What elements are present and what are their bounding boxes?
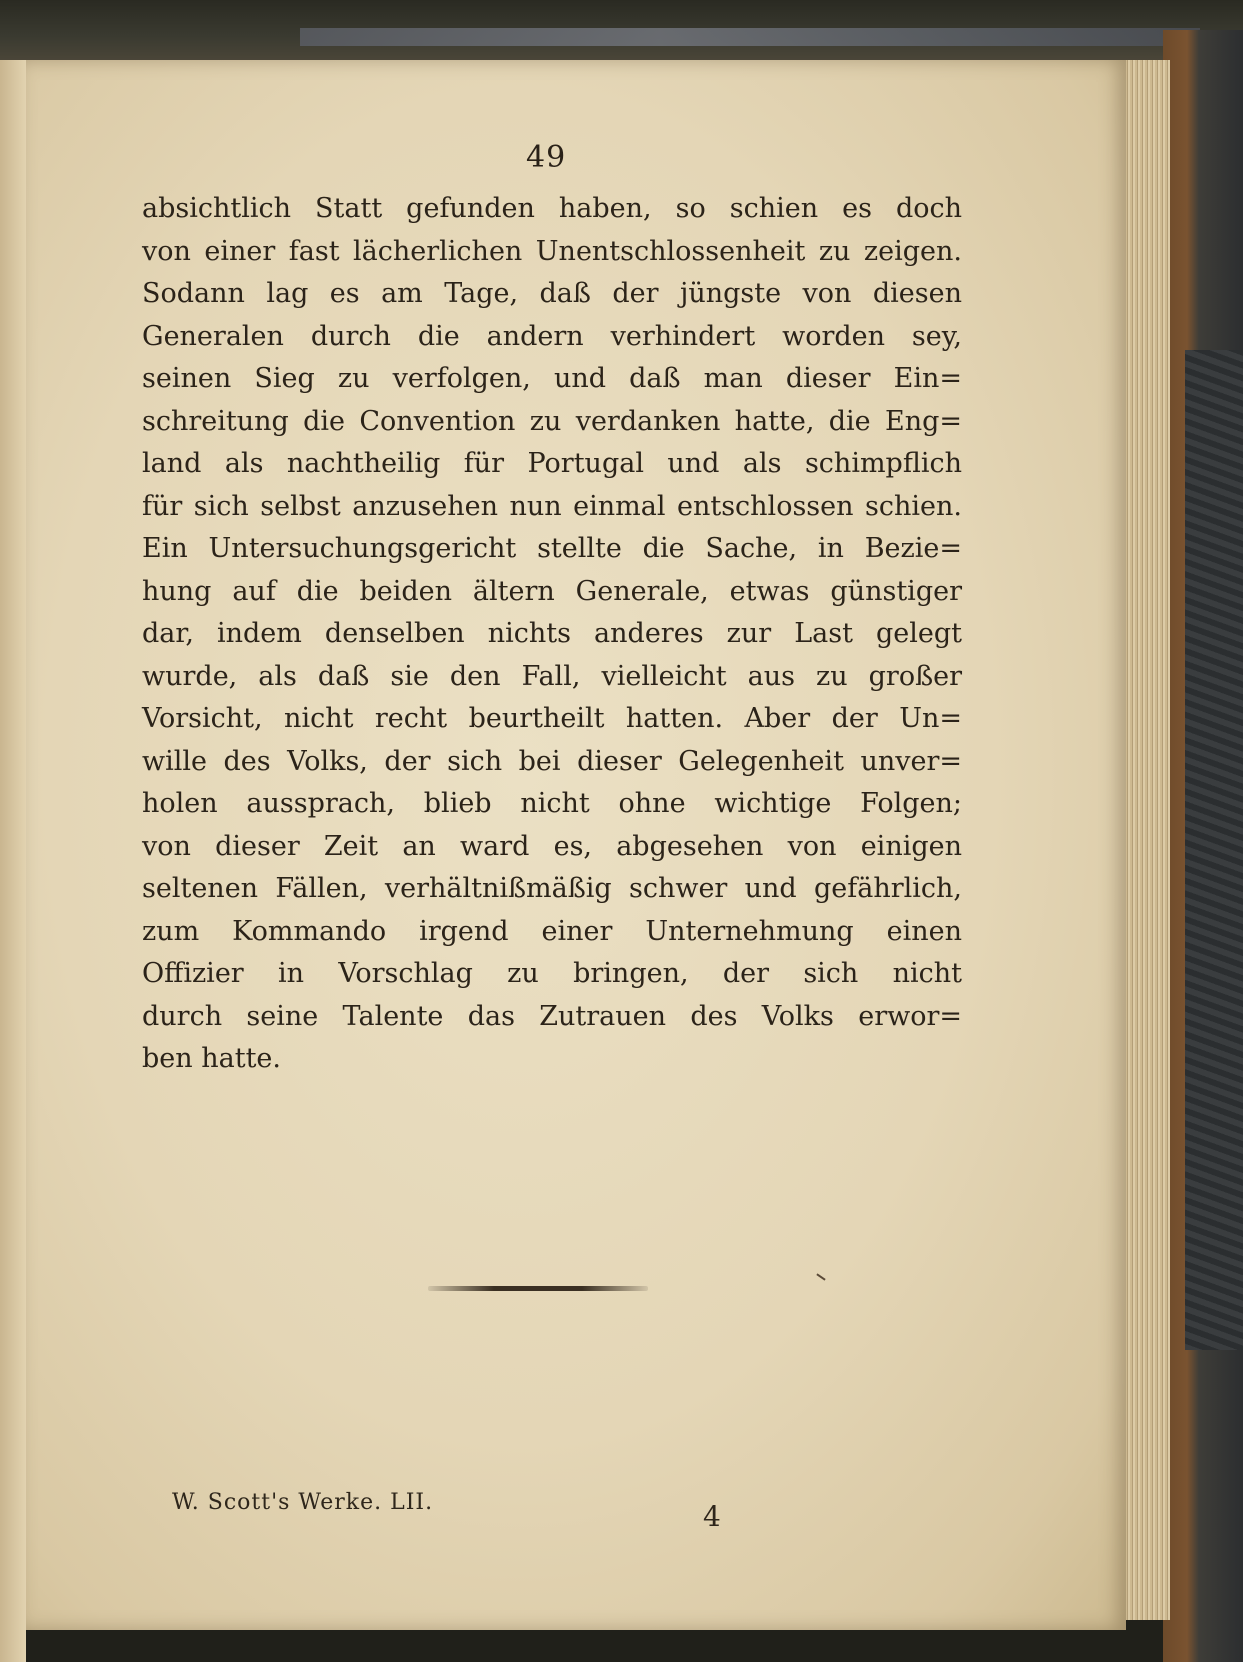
signature-mark: 4 xyxy=(703,1500,721,1533)
cover-cloth xyxy=(1185,350,1243,1350)
book-cover-top xyxy=(0,0,1243,60)
text-line: Vorsicht, nicht recht beurtheilt hatten. Aber der Un= xyxy=(142,703,962,734)
section-separator-rule xyxy=(428,1286,648,1291)
text-line: dar, indem denselben nichts anderes zur Last gelegt xyxy=(142,618,962,649)
text-line: Ein Untersuchungsgericht stellte die Sache, in Bezie= xyxy=(142,533,962,564)
facing-page-edge xyxy=(0,60,26,1662)
text-line: ben hatte. xyxy=(142,1043,281,1074)
text-line: schreitung die Convention zu verdanken hatte, die Eng= xyxy=(142,405,962,437)
page-number: 49 xyxy=(526,140,567,175)
text-line: wille des Volks, der sich bei dieser Gelegenheit unver= xyxy=(142,745,962,777)
text-line: absichtlich Statt gefunden haben, so schien es doch xyxy=(142,193,962,224)
text-line: land als nachtheilig für Portugal und als schimpflich xyxy=(142,448,962,479)
text-line: seinen Sieg zu verfolgen, und daß man dieser Ein= xyxy=(142,363,962,394)
text-line: von dieser Zeit an ward es, abgesehen von einigen xyxy=(142,830,962,862)
text-line: Generalen durch die andern verhindert worden sey, xyxy=(142,320,962,352)
text-line: hung auf die beiden ältern Generale, etwas günstiger xyxy=(142,575,962,607)
text-line: zum Kommando irgend einer Unternehmung einen xyxy=(142,915,962,947)
text-line: holen aussprach, blieb nicht ohne wichtige Folgen; xyxy=(142,788,962,819)
text-line: Offizier in Vorschlag zu bringen, der sich nicht xyxy=(142,958,962,989)
body-text xyxy=(142,188,962,1081)
printer-signature: W. Scott's Werke. LII. xyxy=(172,1490,434,1515)
text-line: durch seine Talente das Zutrauen des Volks erwor= xyxy=(142,1000,962,1032)
text-line: Sodann lag es am Tage, daß der jüngste von diesen xyxy=(142,278,962,309)
text-line: für sich selbst anzusehen nun einmal entschlossen schien. xyxy=(142,490,962,522)
text-line: seltenen Fällen, verhältnißmäßig schwer und gefährlich, xyxy=(142,873,962,904)
text-line: wurde, als daß sie den Fall, vielleicht aus zu großer xyxy=(142,660,962,692)
text-line: von einer fast lächerlichen Unentschlossenheit zu zeigen. xyxy=(142,235,962,267)
spine-band xyxy=(300,28,1200,46)
book-cover-right xyxy=(1163,30,1243,1662)
